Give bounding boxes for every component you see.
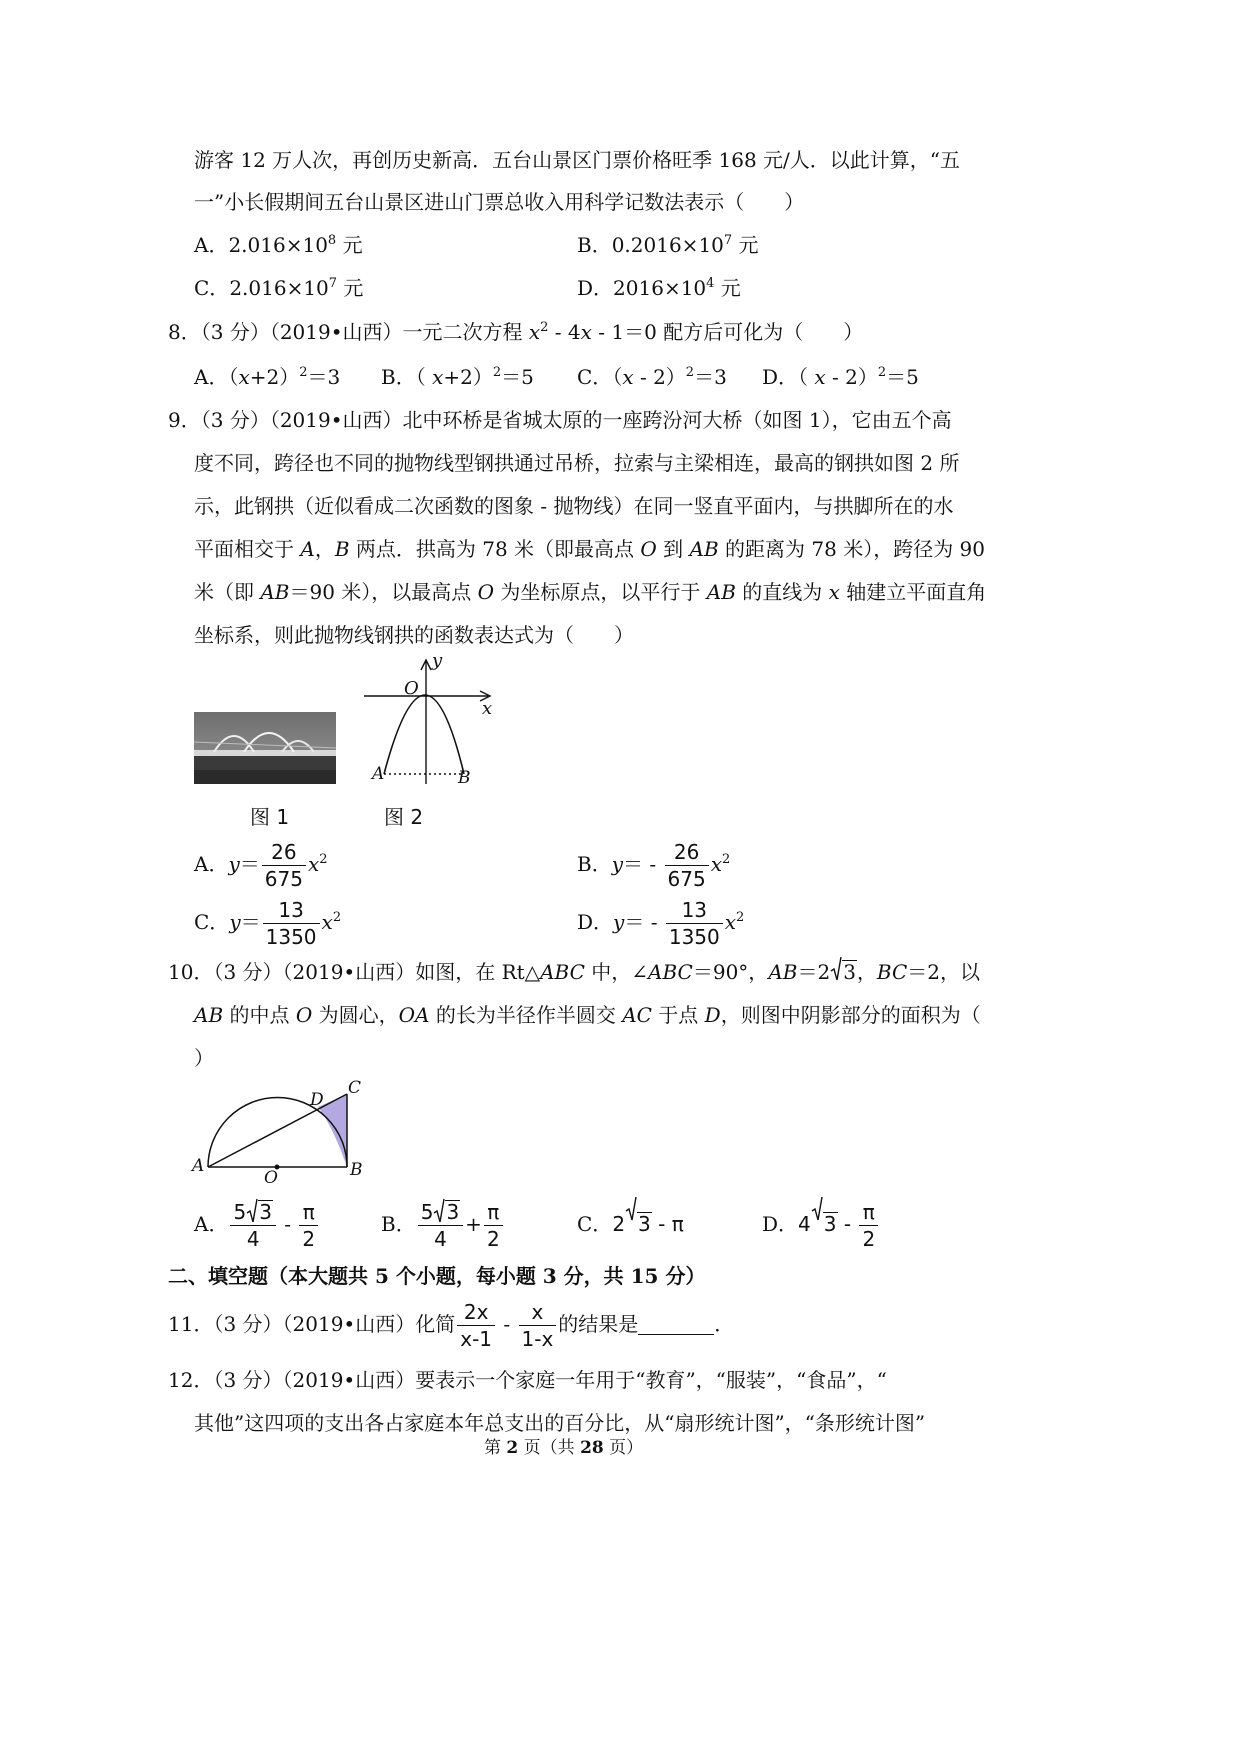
q9-line6: 坐标系，则此抛物线钢拱的函数表达式为（ ） (194, 623, 634, 647)
q12-line1: 12．（3 分）（2019•山西）要表示一个家庭一年用于“教育”，“服装”，“食品”，“ (168, 1368, 887, 1392)
q10-option-a: A． 5 3 4 - $\frac{\pi}{2}$ (194, 1198, 320, 1251)
q9-line3: 示，此钢拱（近似看成二次函数的图象 - 抛物线）在同一竖直平面内，与拱脚所在的水 (194, 494, 954, 518)
q7-option-a: A．$2.016\times 10^8$ 元 (194, 233, 363, 257)
q10-option-c: C．2 3 - π (577, 1198, 684, 1250)
q8-option-a: A．$(x+2)^2=3$ (194, 365, 341, 389)
fig10-label-c: C (348, 1078, 362, 1098)
semicircle-figure (190, 1076, 370, 1188)
q12-line2: 其他”这四项的支出各占家庭本年总支出的百分比，从“扇形统计图”，“条形统计图” (194, 1411, 926, 1435)
answer-blank[interactable] (638, 1312, 714, 1335)
q9-option-a: A．y＝ $\frac{26}{675}$ $x^2$ (194, 840, 328, 891)
q7-option-d: D．$2016\times 10^4$ 元 (577, 276, 741, 300)
q7-option-c: C．$2.016\times 10^7$ 元 (194, 276, 364, 300)
q10-line3: ） (194, 1046, 214, 1070)
q9-line4: 平面相交于 A，B 两点．拱高为 78 米（即最高点 O 到 AB 的距离为 78 米），跨径为 90 (194, 537, 985, 561)
q8-option-c: C．（x - 2）$^2$＝3 (577, 365, 727, 389)
fig10-label-b: B (350, 1160, 363, 1180)
fig2-label-a: A (372, 764, 385, 784)
fig2-label-b: B (458, 768, 471, 788)
fig10-label-d: D (310, 1090, 324, 1110)
section-heading: 二、填空题（本大题共 5 个小题，每小题 3 分，共 15 分） (168, 1264, 706, 1288)
fig2-caption: 图 2 (384, 805, 424, 829)
fig10-label-a: A (192, 1156, 205, 1176)
q10-line2: AB 的中点 O 为圆心，OA 的长为半径作半圆交 AC 于点 D，则图中阴影部分的面积为（ (194, 1003, 981, 1027)
fig2-label-o: O (404, 678, 419, 699)
q10-line1: 10．（3 分）（2019•山西）如图，在 Rt△ABC 中，∠ABC＝90°，AB＝2 3，BC＝2，以 (168, 958, 980, 986)
sqrt-symbol: 3 (830, 958, 857, 986)
q8-option-b: B．（ x+2）$^2$＝5 (381, 365, 534, 389)
q9-option-b: B．y＝ - $\frac{26}{675}$ $x^2$ (577, 840, 731, 891)
q9-option-d: D．y＝ - $\frac{13}{1350}$ $x^2$ (577, 898, 745, 949)
q10-option-b: B． 5 3 4 + $\frac{\pi}{2}$ (381, 1198, 505, 1251)
parabola-figure (360, 650, 500, 790)
fig1-caption: 图 1 (250, 805, 290, 829)
fig10-label-o: O (264, 1168, 278, 1188)
q8-stem: 8．（3 分）（2019•山西）一元二次方程 $x^2 - 4x - 1=0$ 配方后可化为（ ） (168, 320, 864, 344)
q7-line1: 游客 12 万人次，再创历史新高．五台山景区门票价格旺季 168 元/人．以此计算，“五 (194, 148, 961, 172)
bridge-photo (194, 712, 336, 784)
q7-option-b: B．$0.2016\times 10^7$ 元 (577, 233, 759, 257)
q9-line5: 米（即 AB＝90 米），以最高点 O 为坐标原点，以平行于 AB 的直线为 x 轴建立平面直角 (194, 580, 987, 604)
fig2-label-x: x (482, 698, 493, 719)
q9-option-c: C．y＝ $\frac{13}{1350}$ $x^2$ (194, 898, 342, 949)
q11-stem: 11．（3 分）（2019•山西）化简 $\frac{2x}{x-1}$ - $\frac{x}{1-x}$ 的结果是 ． (168, 1300, 735, 1351)
q9-line1: 9．（3 分）（2019•山西）北中环桥是省城太原的一座跨汾河大桥（如图 1），它由五个高 (168, 408, 952, 432)
q8-option-d: D．（ x - 2）$^2$＝5 (762, 365, 919, 389)
fig2-label-y: y (432, 650, 443, 671)
q7-line2: 一”小长假期间五台山景区进山门票总收入用科学记数法表示（ ） (194, 190, 805, 214)
q9-line2: 度不同，跨径也不同的抛物线型钢拱通过吊桥，拉索与主梁相连，最高的钢拱如图 2 所 (194, 451, 960, 475)
q10-option-d: D．4 3 - $\frac{\pi}{2}$ (762, 1198, 880, 1251)
page-footer: 第 2 页（共 28 页） (484, 1438, 644, 1458)
